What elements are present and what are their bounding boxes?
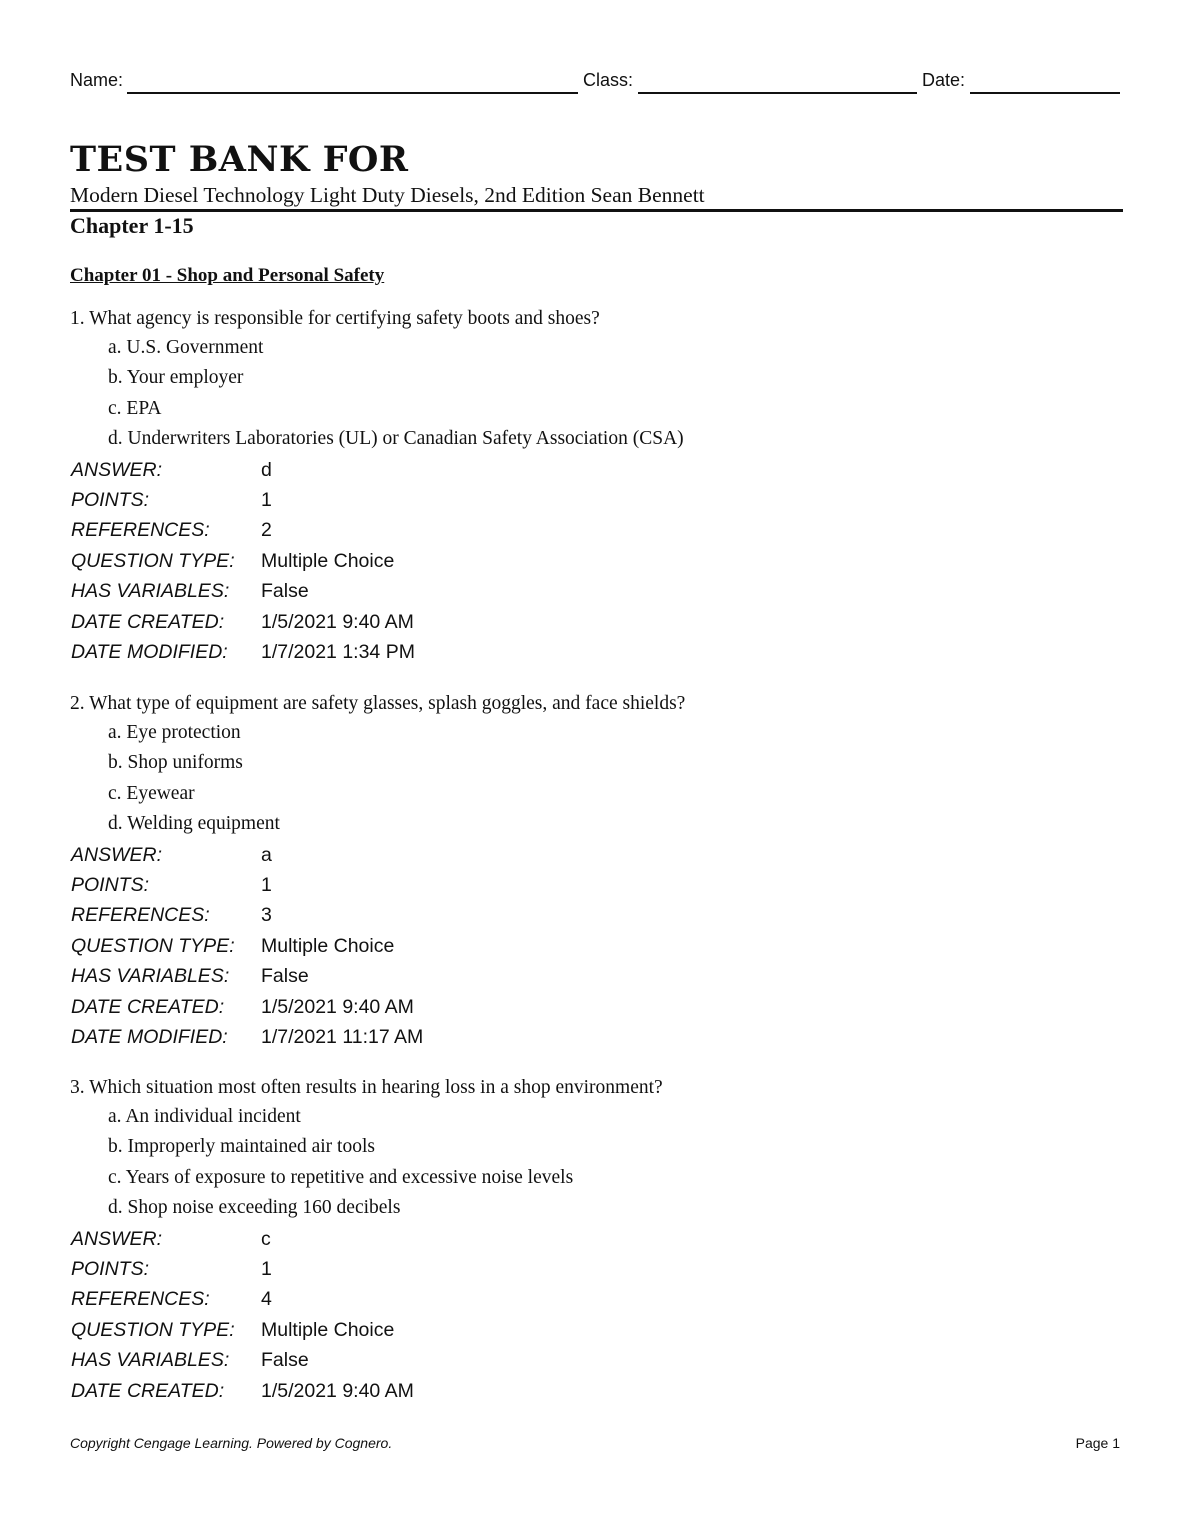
answer-value: a — [261, 843, 272, 866]
answer-value: d — [261, 458, 272, 481]
name-label: Name: — [70, 70, 124, 90]
points-value: 1 — [261, 1257, 272, 1280]
question-type-value: Multiple Choice — [261, 1318, 395, 1341]
option-b: b. Shop uniforms — [108, 752, 243, 774]
question-type-label: QUESTION TYPE: — [71, 549, 235, 572]
student-info-header — [70, 70, 1122, 96]
date-modified-row — [70, 637, 1130, 667]
question-type-value: Multiple Choice — [261, 934, 395, 957]
has-variables-value: False — [261, 965, 309, 988]
question-type-value: Multiple Choice — [261, 549, 395, 572]
references-row — [70, 900, 1130, 930]
answer-label: ANSWER: — [71, 843, 163, 866]
has-variables-value: False — [261, 1349, 309, 1372]
date-created-row — [70, 1376, 1130, 1406]
question-text: 2. What type of equipment are safety glasses, splash goggles, and face shields? — [70, 693, 686, 714]
question-1 — [70, 305, 1130, 667]
answer-row — [70, 1224, 1130, 1254]
date-created-label: DATE CREATED: — [71, 1379, 225, 1402]
title-divider — [70, 209, 1123, 212]
question-2 — [70, 690, 1130, 1052]
page-number: Page 1 — [1075, 1435, 1120, 1451]
date-blank-line — [970, 92, 1120, 94]
question-type-label: QUESTION TYPE: — [71, 1318, 235, 1341]
points-row — [70, 1254, 1130, 1284]
question-type-row — [70, 546, 1130, 576]
references-value: 2 — [261, 519, 272, 542]
option-d: d. Welding equipment — [108, 813, 280, 835]
date-created-row — [70, 992, 1130, 1022]
option-a: a. Eye protection — [108, 722, 241, 743]
name-blank-line — [127, 92, 578, 94]
chapter-range: Chapter 1-15 — [70, 213, 194, 238]
option-a: a. U.S. Government — [108, 337, 264, 358]
option-c: c. Eyewear — [108, 782, 195, 804]
option-b: b. Improperly maintained air tools — [108, 1136, 375, 1158]
option-b: b. Your employer — [108, 367, 244, 389]
date-modified-label: DATE MODIFIED: — [71, 640, 228, 663]
chapter-heading: Chapter 01 - Shop and Personal Safety — [70, 265, 385, 286]
date-created-label: DATE CREATED: — [71, 610, 225, 633]
option-c: c. EPA — [108, 397, 162, 419]
has-variables-row — [70, 1345, 1130, 1375]
question-type-row — [70, 1315, 1130, 1345]
points-value: 1 — [261, 873, 272, 896]
points-row — [70, 485, 1130, 515]
class-blank-line — [638, 92, 917, 94]
answer-row — [70, 840, 1130, 870]
question-type-row — [70, 931, 1130, 961]
option-a: a. An individual incident — [108, 1106, 301, 1127]
page-title: TEST BANK FOR — [70, 139, 409, 180]
class-label: Class: — [583, 70, 634, 90]
date-modified-value: 1/7/2021 11:17 AM — [261, 1025, 424, 1048]
points-label: POINTS: — [71, 1257, 150, 1280]
option-c: c. Years of exposure to repetitive and excessive noise levels — [108, 1166, 574, 1188]
points-row — [70, 870, 1130, 900]
answer-value: c — [261, 1227, 271, 1250]
question-type-label: QUESTION TYPE: — [71, 934, 235, 957]
points-label: POINTS: — [71, 873, 150, 896]
has-variables-row — [70, 961, 1130, 991]
date-created-row — [70, 607, 1130, 637]
has-variables-value: False — [261, 580, 309, 603]
footer-copyright: Copyright Cengage Learning. Powered by Cognero. — [70, 1435, 393, 1451]
references-value: 4 — [261, 1288, 272, 1311]
references-value: 3 — [261, 904, 272, 927]
references-row — [70, 1284, 1130, 1314]
references-row — [70, 515, 1130, 545]
question-text: 1. What agency is responsible for certifying safety boots and shoes? — [70, 308, 600, 329]
date-created-label: DATE CREATED: — [71, 995, 225, 1018]
option-d: d. Underwriters Laboratories (UL) or Canadian Safety Association (CSA) — [108, 428, 684, 450]
date-modified-value: 1/7/2021 1:34 PM — [261, 640, 415, 663]
date-created-value: 1/5/2021 9:40 AM — [261, 610, 414, 633]
references-label: REFERENCES: — [71, 904, 210, 927]
points-value: 1 — [261, 488, 272, 511]
answer-label: ANSWER: — [71, 458, 163, 481]
book-subtitle: Modern Diesel Technology Light Duty Diesels, 2nd Edition Sean Bennett — [70, 183, 705, 207]
option-d: d. Shop noise exceeding 160 decibels — [108, 1197, 401, 1219]
has-variables-label: HAS VARIABLES: — [71, 580, 230, 603]
has-variables-row — [70, 576, 1130, 606]
references-label: REFERENCES: — [71, 1288, 210, 1311]
has-variables-label: HAS VARIABLES: — [71, 1349, 230, 1372]
references-label: REFERENCES: — [71, 519, 210, 542]
date-modified-label: DATE MODIFIED: — [71, 1025, 228, 1048]
answer-label: ANSWER: — [71, 1227, 163, 1250]
date-created-value: 1/5/2021 9:40 AM — [261, 1379, 414, 1402]
points-label: POINTS: — [71, 488, 150, 511]
has-variables-label: HAS VARIABLES: — [71, 965, 230, 988]
question-text: 3. Which situation most often results in hearing loss in a shop environment? — [70, 1077, 663, 1098]
date-created-value: 1/5/2021 9:40 AM — [261, 995, 414, 1018]
question-3 — [70, 1074, 1130, 1406]
date-modified-row — [70, 1022, 1130, 1052]
answer-row — [70, 455, 1130, 485]
date-label: Date: — [922, 70, 966, 90]
